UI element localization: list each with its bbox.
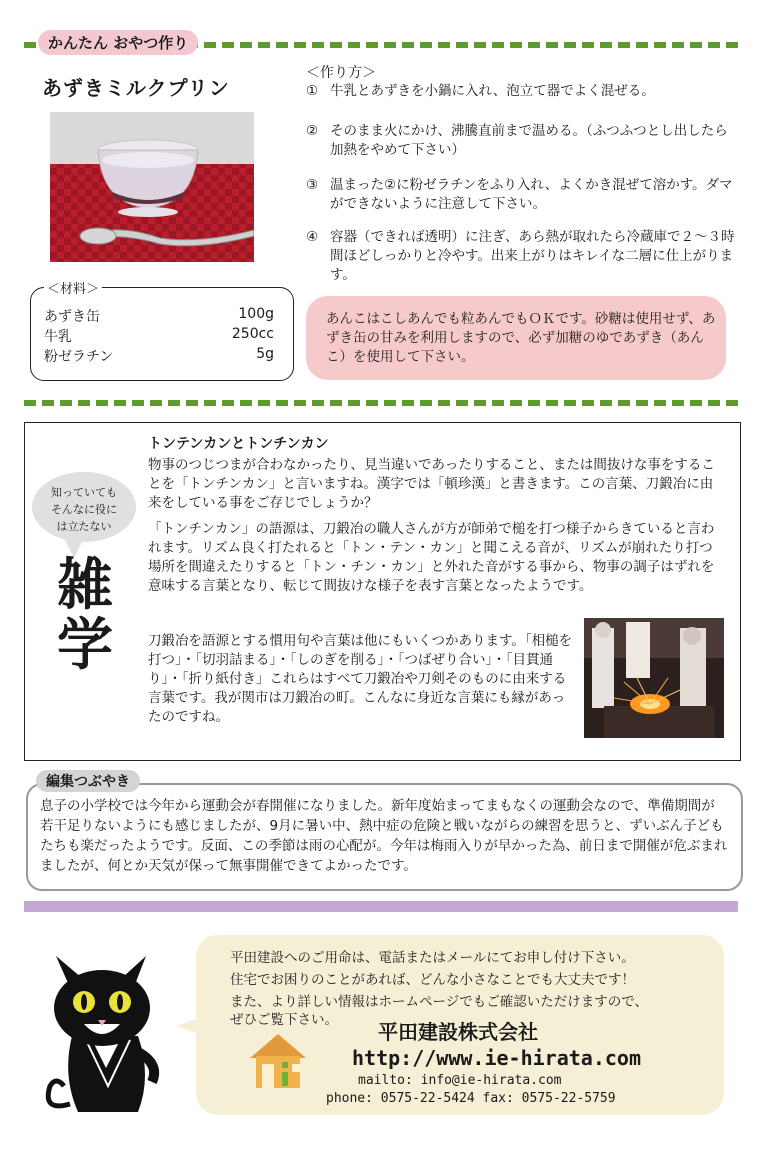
material-amount: 100g <box>238 306 274 322</box>
forge-photo <box>584 618 724 738</box>
website-link[interactable]: http://www.ie-hirata.com <box>352 1046 641 1070</box>
contact-line: ぜひご覧下さい。 <box>230 1012 338 1028</box>
memo-text: 息子の小学校では今年から運動会が春開催になりました。新年度始まってまもなくの運動会なので、準備期間が若干足りないようにも感じましたが、9月に暑い中、熱中症の危険と戦いながらの練習を思うと、ずいぶん子どもたちも楽だったようです。反面、この季節は雨の心配が。今年は梅雨入りが早かった為、前日まで開催が危ぶまれましたが、何とか天気が保って無事開催できてよかったです。 <box>40 798 728 874</box>
company-name: 平田建設株式会社 <box>378 1020 538 1044</box>
footer-divider <box>24 901 738 912</box>
recipe-step <box>306 176 738 214</box>
recipe-step <box>306 122 738 160</box>
material-name: あずき缶 <box>44 309 100 325</box>
company-logo <box>246 1030 310 1090</box>
section-label: かんたん おやつ作り <box>38 30 198 55</box>
recipe-step <box>306 82 738 101</box>
step-text: 容器（できれば透明）に注ぎ、あら熱が取れたら冷蔵庫で２～３時間ほどしっかりと冷やす。出来上がりはキレイな二層に仕上がります。 <box>330 229 735 283</box>
howto-label: ＜作り方＞ <box>306 65 376 81</box>
middle-divider <box>24 400 738 406</box>
phone-fax: phone: 0575-22-5424 fax: 0575-22-5759 <box>326 1091 616 1106</box>
trivia-paragraph: 刀鍛冶を語源とする慣用句や言葉は他にもいくつかあります。「相槌を打つ」・「切羽詰まる」・「しのぎを削る」・「つばぜり合い」・「目貫通り」・「折り紙付き」これらはすべて刀鍛冶や刀剣そのものに由来する言葉です。我が関市は刀鍛冶の町。こんなに身近な言葉にも縁があったのですね。 <box>148 633 573 725</box>
material-name: 粉ゼラチン <box>44 349 114 365</box>
bubble-pointer <box>176 1018 198 1034</box>
recipe-title: あずきミルクプリン <box>42 76 230 100</box>
bubble-text: は立たない <box>56 520 112 533</box>
material-name: 牛乳 <box>44 329 72 345</box>
step-number: ② <box>306 123 319 139</box>
email-link[interactable]: mailto: info@ie-hirata.com <box>358 1073 562 1088</box>
house-logo-icon <box>246 1030 310 1090</box>
materials-label: ＜材料＞ <box>44 278 102 297</box>
material-amount: 250cc <box>231 326 274 342</box>
material-item <box>44 326 274 346</box>
trivia-title: トンテンカンとトンチンカン <box>148 436 329 452</box>
step-text: 牛乳とあずきを小鍋に入れ、泡立て器でよく混ぜる。 <box>330 83 655 99</box>
contact-line: また、より詳しい情報はホームページでもご確認いただけますので、 <box>230 994 648 1010</box>
bubble-text: そんなに役に <box>51 503 117 516</box>
forge-illustration <box>584 618 724 738</box>
step-number: ① <box>306 83 319 99</box>
cat-icon <box>42 936 162 1116</box>
memo-label: 編集つぶやき <box>36 770 140 792</box>
step-number: ④ <box>306 229 319 245</box>
material-item <box>44 346 274 366</box>
contact-line: 平田建設へのご用命は、電話またはメールにてお申し付け下さい。 <box>230 950 635 966</box>
contact-line: 住宅でお困りのことがあれば、どんな小さなことでも大丈夫です！ <box>230 972 635 988</box>
step-text: 温まった②に粉ゼラチンをふり入れ、よくかき混ぜて溶かす。ダマができないように注意して下さい。 <box>330 177 733 212</box>
step-number: ③ <box>306 177 319 193</box>
material-item <box>44 306 274 326</box>
material-amount: 5g <box>256 346 274 362</box>
recipe-note: あんこはこしあんでも粒あんでもＯＫです。砂糖は使用せず、あずき缶の甘みを利用しますので、必ず加糖のゆであずき（あんこ）を使用して下さい。 <box>326 311 716 365</box>
zatsugaku-char: 学 <box>57 613 113 678</box>
zatsugaku-char: 雑 <box>57 553 113 618</box>
pudding-photo <box>50 112 254 262</box>
step-text: そのまま火にかけ、沸騰直前まで温める。（ふつふつとし出したら加熱をやめて下さい） <box>330 123 728 158</box>
bubble-text: 知っていても <box>51 486 117 499</box>
cat-mascot <box>42 936 162 1116</box>
pudding-illustration <box>50 112 254 262</box>
recipe-step <box>306 228 738 285</box>
trivia-paragraph: 「トンチンカン」の語源は、刀鍛冶の職人さんが方が師弟で槌を打つ様子からきていると言われます。リズム良く打たれると「トン・テン・カン」と聞こえる音が、リズムが崩れたり打つ場所を間違えたりすると「トン・チン・カン」と外れた音がする事から、物事の調子はずれを意味する言葉となり、転じて間抜けな様子を表す言葉となったようです。 <box>148 521 715 594</box>
trivia-paragraph: 物事のつじつまが合わなかったり、見当違いであったりすること、または間抜けな事をすることを「トンチンカン」と言いますね。漢字では「頓珍漢」と書きます。この言葉、刀鍛冶に由来をしている事をご存じでしょうか？ <box>148 457 715 511</box>
